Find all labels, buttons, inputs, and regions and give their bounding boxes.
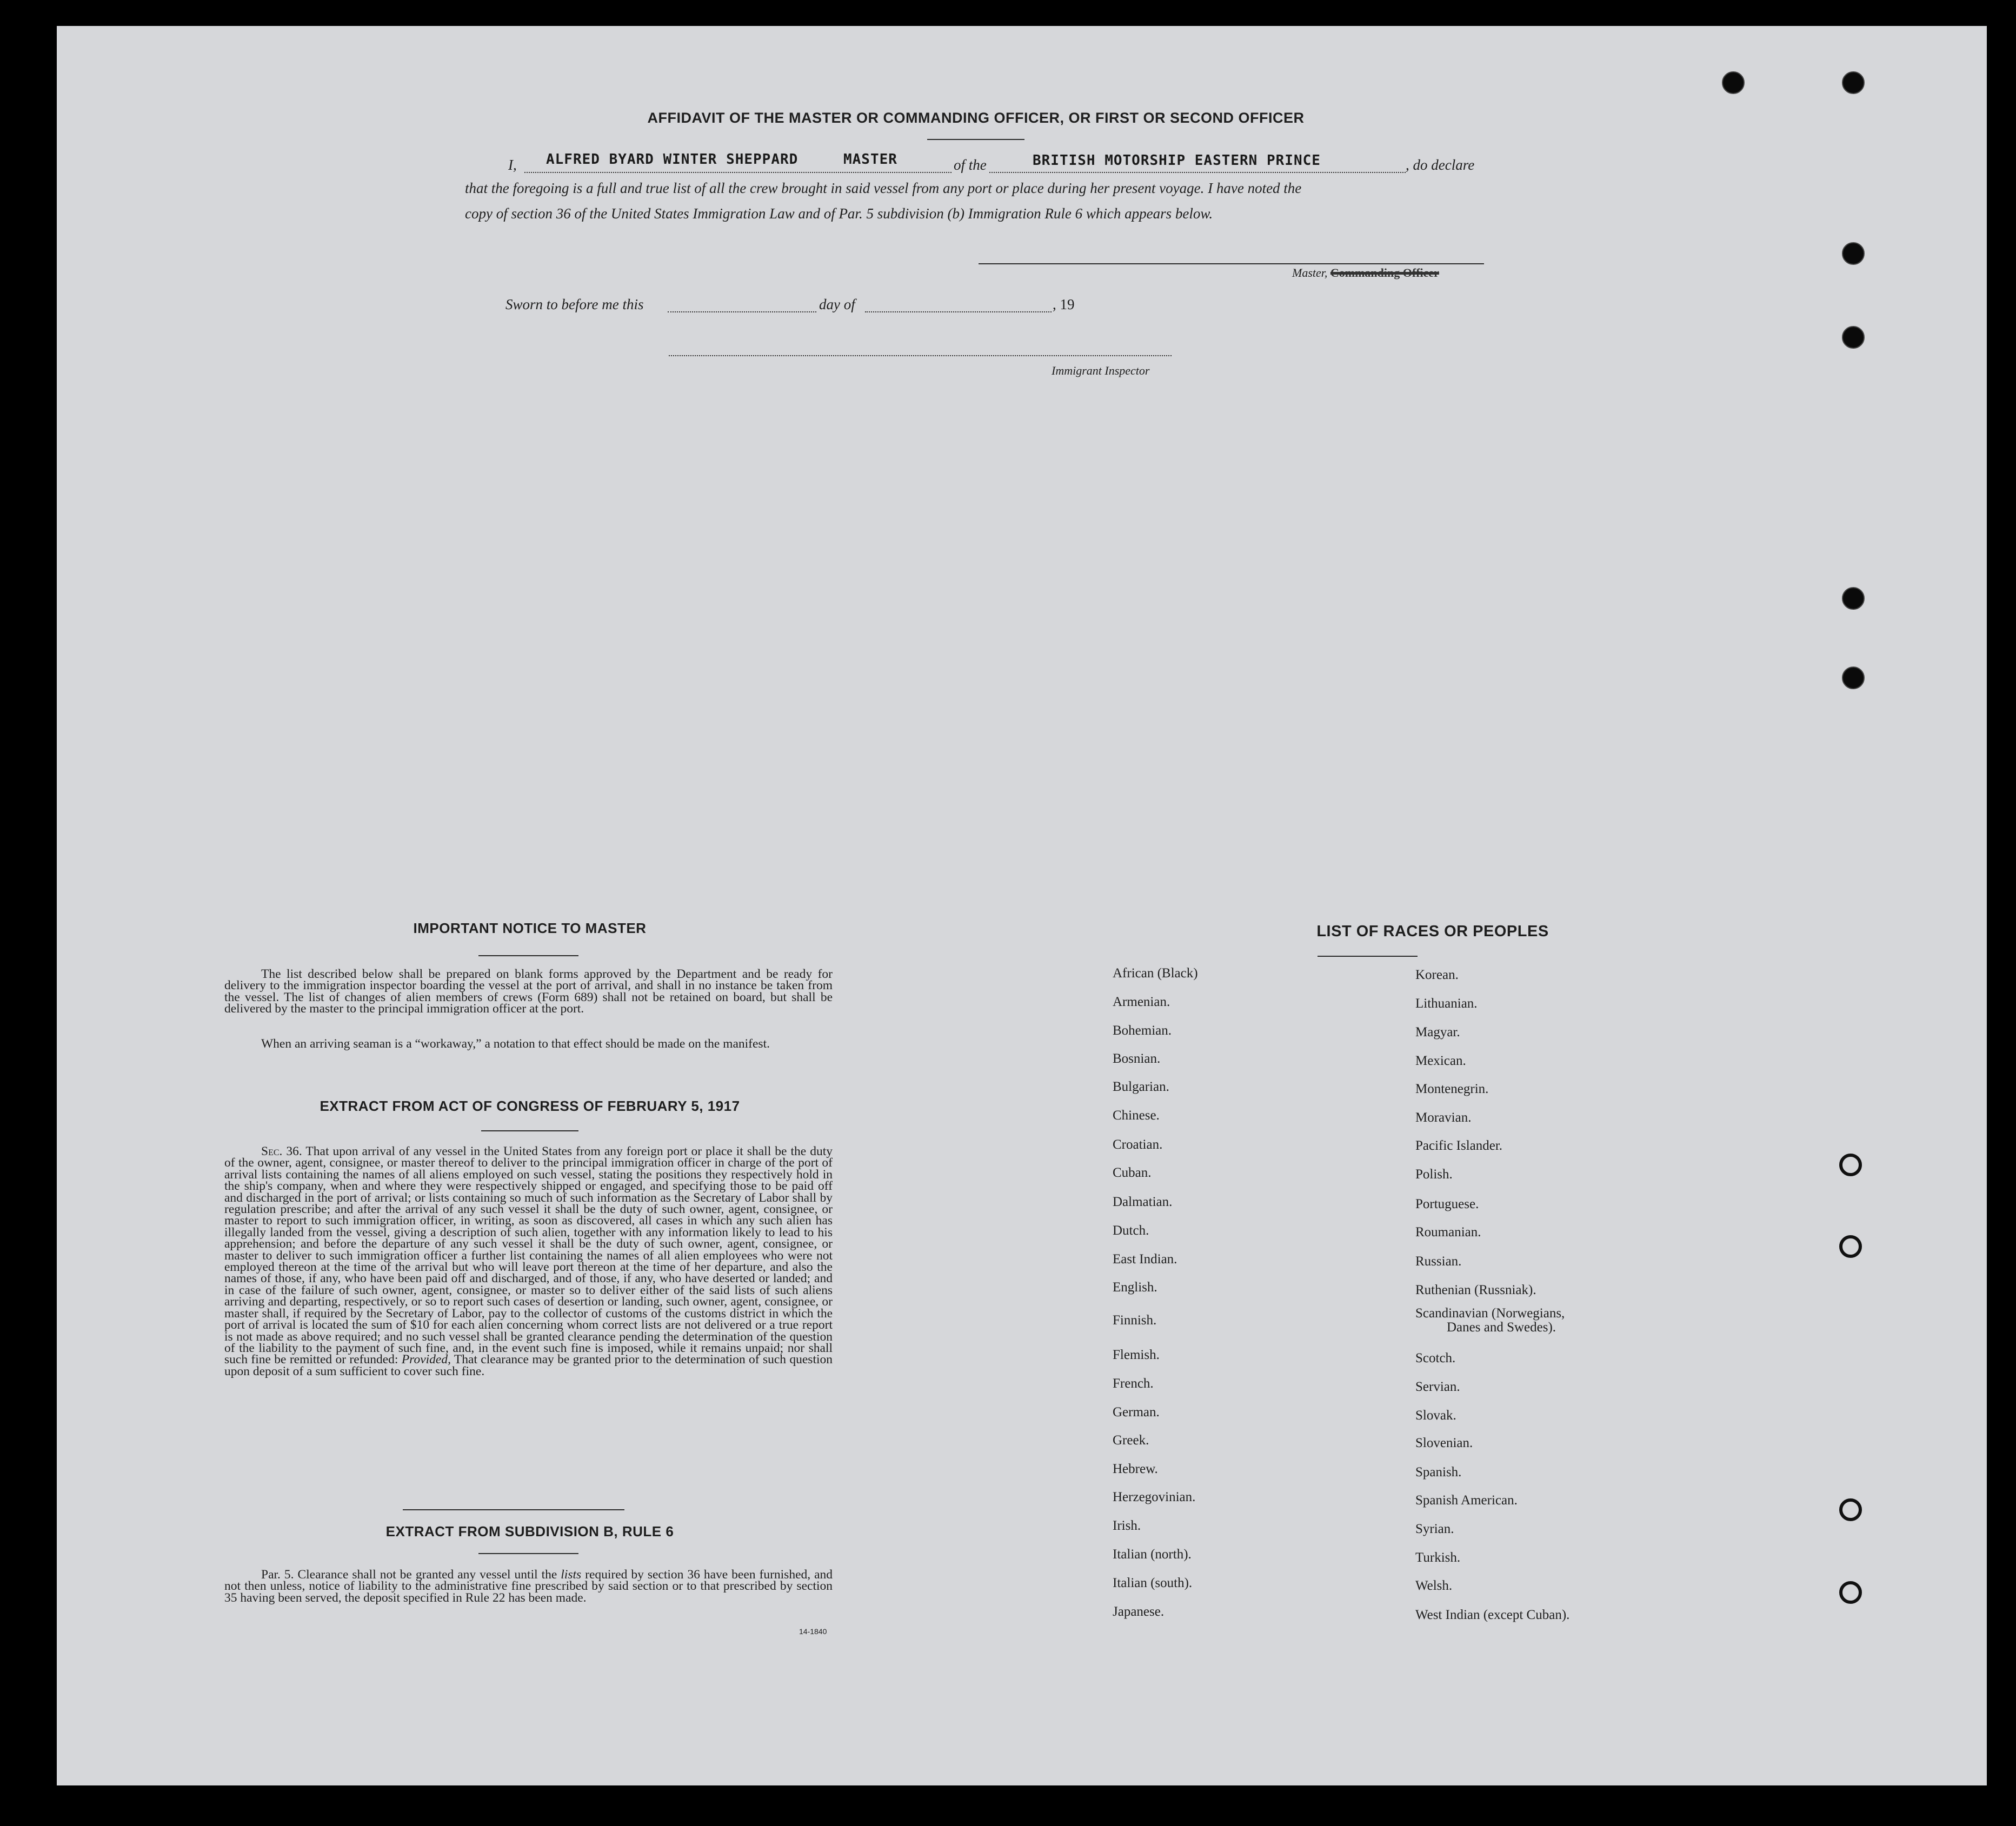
rule6-text-b: required by section 36 have been furnished, and not then unless, notice of liability to the administrative fine prescribed by said section or to that prescribed by section 35 having been served, the deposit specified in Rule 22 has been made.	[224, 1568, 833, 1605]
punch-hole	[1842, 242, 1865, 265]
divider	[481, 1130, 578, 1131]
race-item: Slovak.	[1415, 1408, 1456, 1423]
do-declare-label: , do declare	[1406, 157, 1475, 173]
race-item: Montenegrin.	[1415, 1082, 1489, 1096]
race-item: Mexican.	[1415, 1054, 1466, 1068]
act-section-36	[224, 1146, 833, 1377]
race-item: Russian.	[1415, 1254, 1462, 1269]
race-item: Dutch.	[1113, 1223, 1149, 1238]
rule6-text-a: Par. 5. Clearance shall not be granted any vessel until the	[261, 1568, 557, 1582]
race-item: Italian (south).	[1113, 1576, 1193, 1590]
punch-hole	[1842, 667, 1865, 689]
race-item: Servian.	[1415, 1380, 1460, 1394]
vessel-name: BRITISH MOTORSHIP EASTERN PRINCE	[1033, 152, 1321, 169]
form-number: 14-1840	[799, 1627, 827, 1636]
race-item: Spanish.	[1415, 1465, 1462, 1480]
race-item: West Indian (except Cuban).	[1415, 1608, 1570, 1622]
race-item: Syrian.	[1415, 1522, 1454, 1536]
race-item: Turkish.	[1415, 1550, 1461, 1565]
divider	[478, 1553, 578, 1554]
race-item: Moravian.	[1415, 1110, 1472, 1125]
races-heading: LIST OF RACES OR PEOPLES	[1316, 923, 1549, 940]
affidavit-i: I,	[508, 157, 517, 173]
notice-paragraph-1: The list described below shall be prepared on blank forms approved by the Department and be ready for delivery to the immigration inspector boarding the vessel at the port of arrival, and shall in no instance be taken from the vessel. The list of changes of alien members of crews (Form 689) shall not be retained on board, but shall be delivered by the master to the principal immigration officer at the port.	[224, 967, 833, 1016]
act-heading: EXTRACT FROM ACT OF CONGRESS OF FEBRUARY 5, 1917	[320, 1098, 740, 1114]
struck-officer-title: Commanding Officer	[1330, 266, 1439, 279]
punch-hole	[1839, 1498, 1862, 1521]
race-item: Japanese.	[1113, 1604, 1165, 1619]
race-item: African (Black)	[1113, 966, 1198, 981]
punch-hole	[1839, 1154, 1862, 1176]
inspector-signature-line	[669, 355, 1172, 356]
race-item: Herzegovinian.	[1113, 1490, 1196, 1504]
race-item: Armenian.	[1113, 995, 1170, 1009]
sworn-line	[505, 296, 1127, 318]
race-item: Croatian.	[1113, 1137, 1163, 1152]
race-item: Bulgarian.	[1113, 1079, 1169, 1094]
race-item: Korean.	[1415, 968, 1459, 982]
punch-hole	[1839, 1581, 1862, 1604]
divider	[478, 955, 578, 956]
master-title: MASTER	[843, 151, 897, 168]
punch-hole	[1722, 71, 1745, 94]
race-item: Slovenian.	[1415, 1436, 1473, 1450]
race-item: Magyar.	[1415, 1025, 1460, 1039]
race-item: Scandinavian (Norwegians,	[1415, 1306, 1565, 1321]
race-item: Bosnian.	[1113, 1051, 1161, 1066]
divider	[403, 1509, 624, 1510]
affidavit-line-3: copy of section 36 of the United States Immigration Law and of Par. 5 subdivision (b) Immigration Rule 6 which appears below.	[465, 205, 1213, 222]
race-item: Danes and Swedes).	[1447, 1320, 1556, 1335]
race-item: Polish.	[1415, 1167, 1453, 1182]
race-item: Welsh.	[1415, 1578, 1453, 1593]
sworn-day-fill	[668, 311, 816, 312]
race-item: Cuban.	[1113, 1165, 1152, 1180]
race-item: Pacific Islander.	[1415, 1138, 1503, 1153]
sworn-prefix: Sworn to before me this	[505, 296, 644, 312]
punch-hole	[1842, 326, 1865, 349]
race-item: German.	[1113, 1405, 1160, 1420]
race-item: English.	[1113, 1280, 1157, 1295]
race-item: Dalmatian.	[1113, 1195, 1173, 1209]
master-name: ALFRED BYARD WINTER SHEPPARD	[546, 151, 799, 168]
inspector-label: Immigrant Inspector	[1052, 364, 1150, 377]
of-the-label: of the	[952, 157, 989, 174]
rule6-heading: EXTRACT FROM SUBDIVISION B, RULE 6	[385, 1523, 674, 1540]
section-label: Sec. 36.	[261, 1144, 302, 1158]
punch-hole	[1842, 587, 1865, 610]
lists-word: lists	[561, 1568, 582, 1582]
section-text-end: That clearance may be granted prior to the determination of such question upon deposit of a sum sufficient to cover such fine.	[224, 1352, 833, 1378]
race-item: Flemish.	[1113, 1348, 1160, 1362]
punch-hole	[1839, 1235, 1862, 1258]
provided-word: Provided,	[401, 1352, 451, 1367]
notice-paragraph-2: When an arriving seaman is a “workaway,” a notation to that effect should be made on the manifest.	[261, 1037, 770, 1051]
race-item: French.	[1113, 1376, 1154, 1391]
race-item: Hebrew.	[1113, 1462, 1158, 1476]
year-label: , 19	[1053, 296, 1075, 312]
race-item: Portuguese.	[1415, 1197, 1479, 1211]
punch-hole	[1842, 71, 1865, 94]
race-item: Spanish American.	[1415, 1493, 1518, 1508]
notice-heading: IMPORTANT NOTICE TO MASTER	[413, 920, 647, 936]
document-page	[57, 26, 1987, 1785]
race-item: Lithuanian.	[1415, 996, 1478, 1011]
master-signature-line	[979, 263, 1484, 264]
race-item: Chinese.	[1113, 1108, 1160, 1123]
day-of-label: day of	[819, 296, 855, 312]
divider	[1318, 956, 1418, 957]
race-item: Italian (north).	[1113, 1547, 1192, 1562]
race-item: Roumanian.	[1415, 1225, 1481, 1239]
rule6-paragraph	[224, 1569, 833, 1604]
race-item: Scotch.	[1415, 1351, 1456, 1365]
master-signature-label	[1292, 266, 1439, 280]
sworn-month-fill	[865, 311, 1052, 312]
race-item: Bohemian.	[1113, 1023, 1172, 1038]
race-item: Irish.	[1113, 1518, 1141, 1533]
divider	[927, 139, 1024, 140]
section-text: That upon arrival of any vessel in the United States from any foreign port or place it shall be the duty of the owner, agent, consignee, or master thereof to deliver to the principal immigration officer in charge of the port of arrival lists containing the names of all aliens employed on such vessel, stating the positions they respectively hold in the ship's company, when and where they were respectively shipped or engaged, and specifying those to be paid off and discharged in the port of arrival; or lists containing so much of such information as the Secretary of Labor shall by regulation prescribe; and after the arrival of any such vessel it shall be the duty of such owner, agent, consignee, or master to report to such immigration officer, in writing, as soon as discovered, all cases in which any such alien has illegally landed from the vessel, giving a description of such alien, together with any information likely to lead to his apprehension; and before the departure of any such vessel it shall be the duty of such owner, agent, consignee, or master to deliver to such immigration officer a further list containing the names of all alien employees who were not employed thereon at the time of the arrival but who will leave port thereon at the time of her departure, and also the names of those, if any, who have been paid off and discharged, and of those, if any, who have deserted or landed; and in case of the failure of such owner, agent, consignee, or master so to deliver either of the said lists of such aliens arriving and departing, respectively, or so to report such cases of desertion or landing, such owner, agent, consignee, or master shall, if required by the Secretary of Labor, pay to the collector of customs of the customs district in which the port of arrival is located the sum of $10 for each alien concerning whom correct lists are not delivered or a true report is not made as above required; and no such vessel shall be granted clearance pending the determination of the question of the liability to the payment of such fine, and, in the event such fine is imposed, while it remains unpaid; nor shall such fine be remitted or refunded:	[224, 1144, 833, 1367]
race-item: Ruthenian (Russniak).	[1415, 1283, 1536, 1297]
race-item: Greek.	[1113, 1433, 1149, 1448]
master-label: Master,	[1292, 266, 1328, 279]
race-item: Finnish.	[1113, 1313, 1157, 1328]
affidavit-line-1	[465, 151, 1492, 176]
race-item: East Indian.	[1113, 1252, 1177, 1267]
affidavit-heading: AFFIDAVIT OF THE MASTER OR COMMANDING OFFICER, OR FIRST OR SECOND OFFICER	[647, 110, 1305, 126]
affidavit-line-2: that the foregoing is a full and true list of all the crew brought in said vessel from any port or place during her present voyage. I have noted the	[465, 180, 1302, 196]
